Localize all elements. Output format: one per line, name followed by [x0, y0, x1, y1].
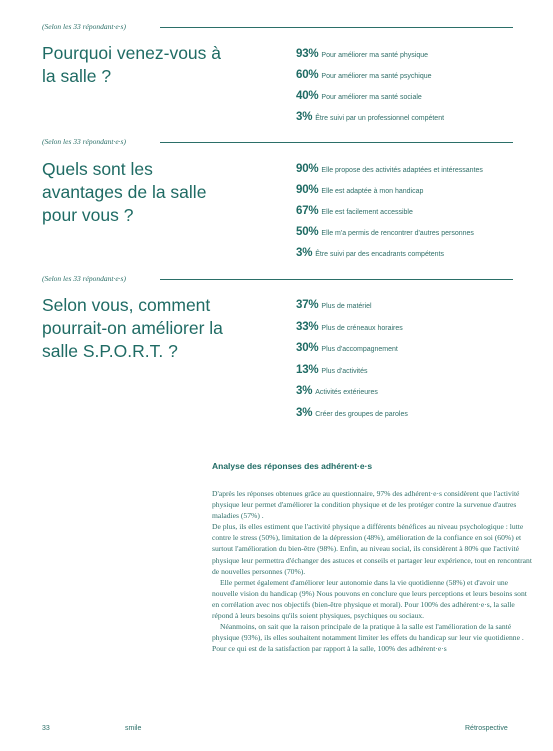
- analysis-paragraph: Elle permet également d'améliorer leur autonomie dans la vie quotidienne (58%) et d'avoir une nouvelle vision du handicap (9%) Nous pouvons en conclure que leurs perceptions et leurs besoins sont en corrélation avec nos objectifs (bien-être physique et moral). Pour 100% des adhérent·e·s, la salle répond à leurs besoins qu'ils soient physiques, psychiques ou sociaux.: [212, 577, 527, 621]
- answer-list: [296, 299, 408, 428]
- answer-list: [296, 163, 483, 268]
- answer-item: [296, 407, 408, 429]
- analysis-paragraph: Pour ce qui est de la satisfaction par rapport à la salle, 100% des adhérent·e·s: [212, 644, 447, 654]
- divider: [160, 142, 513, 143]
- answer-item: [296, 342, 408, 364]
- answer-list: [296, 48, 444, 132]
- section-name: Rétrospective: [465, 725, 508, 732]
- answer-percent: 67%: [296, 205, 319, 217]
- answer-percent: 13%: [296, 363, 319, 376]
- analysis-title: Analyse des réponses des adhérent·e·s: [212, 461, 373, 471]
- answer-percent: 50%: [296, 226, 319, 238]
- question-line: Pourquoi venez-vous à: [42, 43, 221, 63]
- answer-item: [296, 364, 408, 386]
- answer-item: [296, 69, 444, 90]
- section-label: (Selon les 33 répondant·e·s): [42, 137, 126, 146]
- answer-percent: 90%: [296, 184, 319, 196]
- section-label: (Selon les 33 répondant·e·s): [42, 274, 126, 283]
- answer-percent: 30%: [296, 342, 319, 354]
- page-number: 33: [42, 725, 50, 732]
- answer-text: Plus de créneaux horaires: [321, 324, 403, 332]
- answer-text: Pour améliorer ma santé physique: [321, 52, 429, 59]
- answer-text: Elle propose des activités adaptées et intéressantes: [321, 167, 483, 174]
- answer-item: [296, 321, 408, 343]
- answer-percent: 3%: [296, 385, 313, 397]
- answer-text: Être suivi par des encadrants compétents: [315, 251, 445, 258]
- answer-text: Plus d'accompagnement: [321, 346, 398, 353]
- answer-text: Créer des groupes de paroles: [315, 410, 408, 418]
- answer-item: [296, 299, 408, 321]
- answer-text: Être suivi par un professionnel compétent: [315, 115, 445, 122]
- answer-percent: 60%: [296, 69, 319, 81]
- answer-item: [296, 48, 444, 69]
- answer-percent: 3%: [296, 111, 313, 123]
- answer-item: [296, 184, 483, 205]
- answer-item: [296, 90, 444, 111]
- answer-item: [296, 163, 483, 184]
- answer-percent: 3%: [296, 247, 313, 259]
- question-line: Quels sont les: [42, 159, 153, 179]
- answer-text: Elle m'a permis de rencontrer d'autres personnes: [321, 230, 474, 237]
- org-name: smile: [125, 725, 142, 732]
- answer-percent: 33%: [296, 320, 319, 333]
- analysis-paragraph: D'après les réponses obtenues grâce au questionnaire, 97% des adhérent·e·s considèrent que l'activité physique leur permet d'améliorer la condition physique et de les protéger contre la survenue d'autres maladies (57%) .: [212, 489, 520, 521]
- question-title: [42, 294, 223, 363]
- answer-text: Plus d'activités: [321, 367, 368, 375]
- answer-item: [296, 385, 408, 407]
- answer-text: Elle est facilement accessible: [321, 209, 413, 216]
- question-line: pour vous ?: [42, 205, 134, 225]
- answer-text: Pour améliorer ma santé sociale: [321, 94, 422, 101]
- answer-percent: 90%: [296, 163, 319, 175]
- section-label: (Selon les 33 répondant·e·s): [42, 22, 126, 31]
- question-line: la salle ?: [42, 66, 112, 86]
- answer-percent: 93%: [296, 48, 319, 60]
- answer-text: Elle est adaptée à mon handicap: [321, 188, 424, 195]
- question-title: [42, 42, 221, 88]
- answer-item: [296, 205, 483, 226]
- analysis-paragraph: De plus, ils elles estiment que l'activité physique a différents bénéfices au niveau psychologique : lutte contre le stress (50%), limitation de la dépression (48%), amélioration de la confiance en soi (60%) et surtout l'amélioration du bien-être (98%). Enfin, au niveau social, ils considèrent à 80% que l'activité physique leur permettra d'échanger des astuces et conseils et partager leur expérience, tout en rencontrant de nouvelles personnes (70%).: [212, 522, 532, 576]
- analysis-paragraph: Néanmoins, on sait que la raison principale de la pratique à la salle est l'amélioration de la santé physique (93%), ils elles souhaitent notamment limiter les effets du handicap sur leur vie quotidienne .: [212, 622, 524, 643]
- answer-percent: 3%: [296, 406, 313, 419]
- question-line: Selon vous, comment: [42, 295, 211, 315]
- question-line: salle S.P.O.R.T. ?: [42, 341, 178, 361]
- answer-item: [296, 247, 483, 268]
- answer-text: Plus de matériel: [321, 303, 372, 310]
- divider: [160, 27, 513, 28]
- question-line: avantages de la salle: [42, 182, 207, 202]
- answer-percent: 40%: [296, 90, 319, 102]
- divider: [160, 279, 513, 280]
- answer-text: Activités extérieures: [315, 389, 378, 396]
- answer-item: [296, 111, 444, 132]
- answer-text: Pour améliorer ma santé psychique: [321, 73, 432, 80]
- question-title: [42, 158, 206, 227]
- question-line: pourrait-on améliorer la: [42, 318, 223, 338]
- answer-item: [296, 226, 483, 247]
- answer-percent: 37%: [296, 299, 319, 311]
- analysis-body: [212, 488, 534, 654]
